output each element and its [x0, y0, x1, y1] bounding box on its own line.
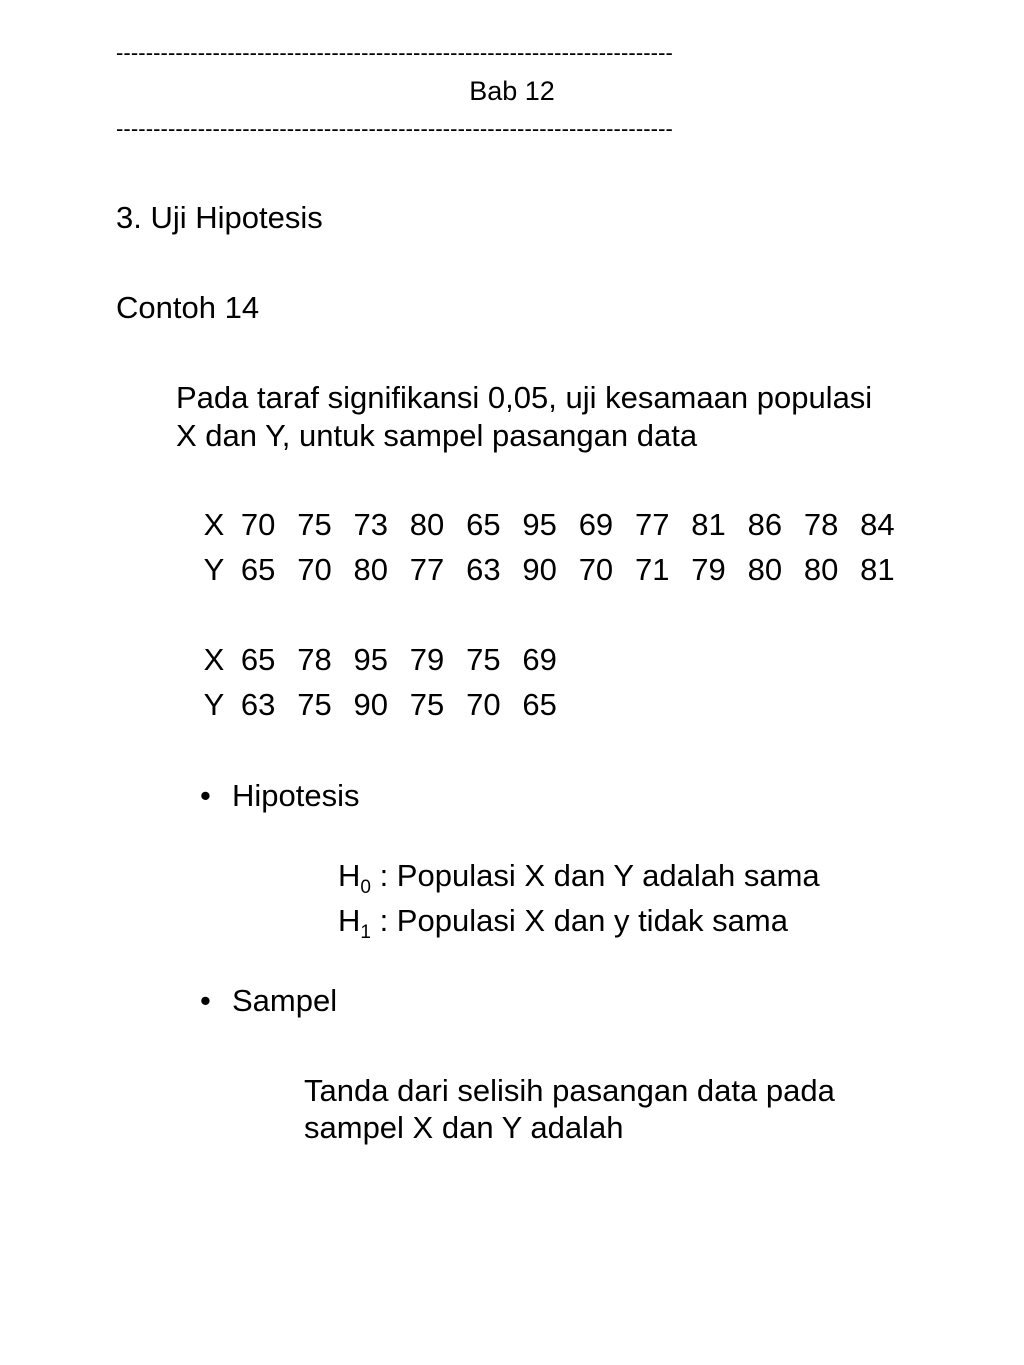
x-value: 86 [747, 507, 783, 542]
x-value: 75 [297, 507, 332, 542]
y-value: 65 [522, 687, 557, 722]
y-value: 70 [466, 687, 501, 722]
x-value: 78 [803, 507, 839, 542]
example-title: Contoh 14 [116, 290, 260, 325]
x-value: 81 [691, 507, 726, 542]
y-value: 79 [691, 552, 726, 587]
h1-statement [338, 902, 788, 944]
y-value: 65 [240, 552, 276, 587]
y-value: 77 [409, 552, 445, 587]
x-value: 73 [353, 507, 388, 542]
x-value: 69 [578, 507, 614, 542]
x-value: 77 [634, 507, 670, 542]
x-value: 79 [409, 642, 445, 677]
x-label: X [203, 642, 225, 677]
chapter-title: Bab 12 [469, 76, 555, 106]
x-value: 65 [240, 642, 276, 677]
x-value: 80 [409, 507, 445, 542]
y-value: 80 [747, 552, 783, 587]
y-value: 80 [353, 552, 388, 587]
y-value: 71 [634, 552, 670, 587]
problem-line-2: X dan Y, untuk sampel pasangan data [176, 418, 698, 453]
h0-text: : Populasi X dan Y adalah sama [370, 858, 820, 893]
header-top-rule: --------------------------------------------------------------------------- [116, 40, 673, 65]
x-value: 95 [353, 642, 388, 677]
table-2-y-row [198, 685, 568, 725]
data-table-2 [198, 640, 568, 725]
header-bottom-rule: --------------------------------------------------------------------------- [116, 116, 673, 141]
h1-subscript: 1 [360, 922, 371, 944]
sampel-bullet-item [200, 982, 337, 1020]
h0-subscript: 0 [360, 877, 371, 899]
data-table-1 [198, 505, 906, 590]
x-value: 75 [466, 642, 501, 677]
h0-symbol: H [338, 858, 361, 893]
h1-text: : Populasi X dan y tidak sama [370, 903, 788, 938]
hipotesis-heading: Hipotesis [232, 778, 360, 813]
table-1-x-row [198, 505, 906, 545]
h1-symbol: H [338, 903, 361, 938]
table-1-y-row [198, 550, 906, 590]
sampel-line-1: Tanda dari selisih pasangan data pada [304, 1073, 835, 1108]
y-value: 63 [466, 552, 501, 587]
bullet-icon: • [200, 983, 211, 1018]
x-value: 95 [522, 507, 557, 542]
x-value: 78 [297, 642, 332, 677]
hipotesis-bullet-item [200, 777, 360, 815]
h0-statement [338, 857, 820, 899]
y-value: 63 [240, 687, 276, 722]
section-title: 3. Uji Hipotesis [116, 200, 323, 235]
y-value: 81 [860, 552, 895, 587]
table-2-x-row [198, 640, 568, 680]
y-value: 70 [578, 552, 614, 587]
sampel-heading: Sampel [232, 983, 338, 1018]
y-label: Y [203, 687, 225, 722]
x-value: 84 [860, 507, 895, 542]
y-value: 80 [803, 552, 839, 587]
x-value: 70 [240, 507, 276, 542]
x-value: 69 [522, 642, 557, 677]
x-value: 65 [466, 507, 501, 542]
y-value: 70 [297, 552, 332, 587]
y-label: Y [203, 552, 225, 587]
y-value: 90 [353, 687, 388, 722]
y-value: 75 [409, 687, 445, 722]
x-label: X [203, 507, 225, 542]
bullet-icon: • [200, 778, 211, 813]
y-value: 90 [522, 552, 557, 587]
sampel-line-2: sampel X dan Y adalah [304, 1110, 624, 1145]
y-value: 75 [297, 687, 332, 722]
problem-line-1: Pada taraf signifikansi 0,05, uji kesamaan populasi [176, 380, 873, 415]
